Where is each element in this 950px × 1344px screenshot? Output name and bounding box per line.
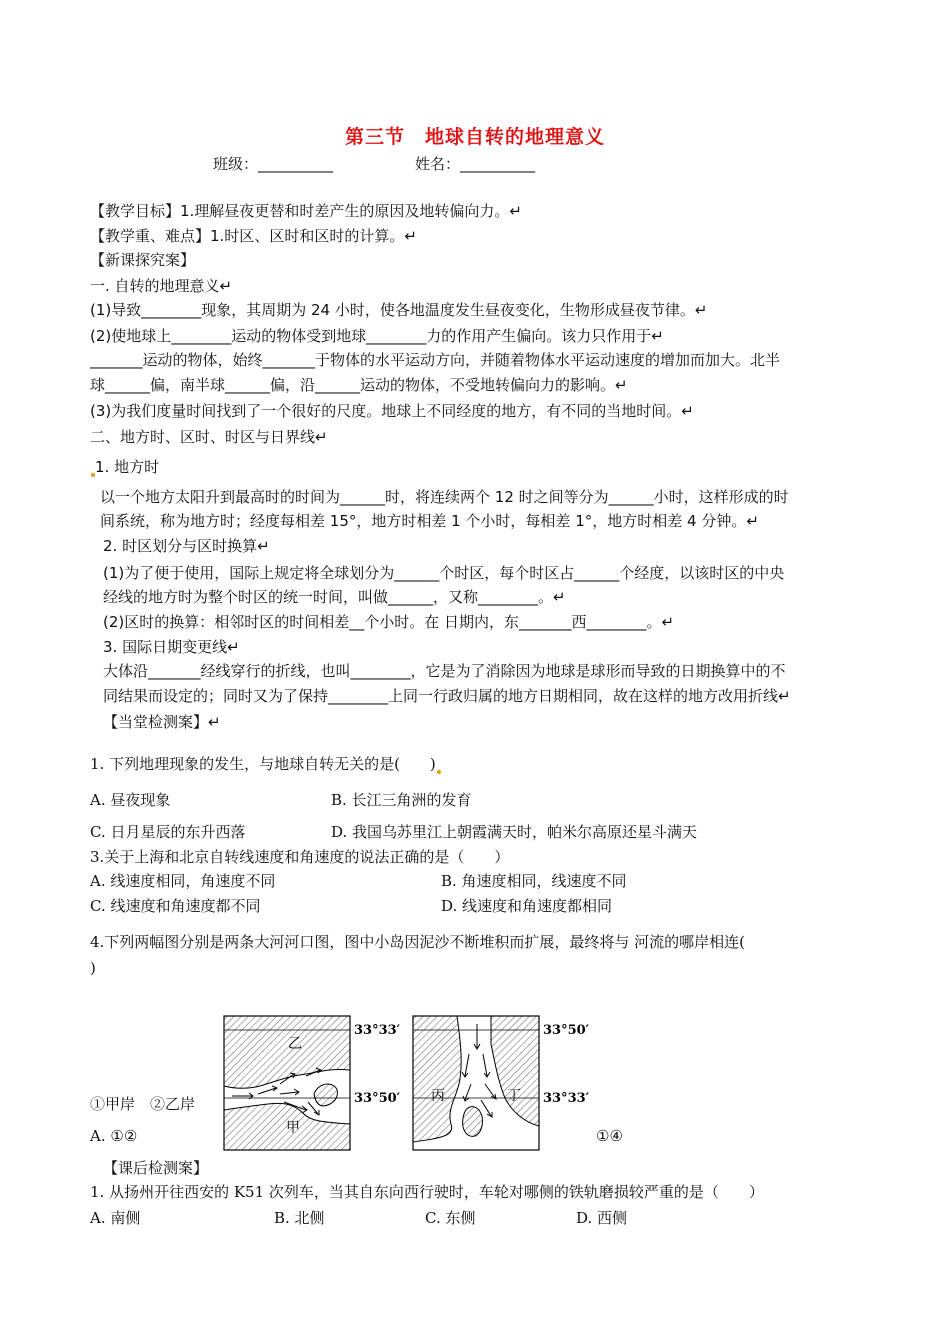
latitude-label-top: 33°33′ bbox=[354, 1023, 401, 1038]
local-time-line1: 以一个地方太阳升到最高时的时间为______时，将连续两个 12 时之间等分为______小时，这样形成的时 bbox=[100, 488, 789, 506]
new-lesson-heading: 【新课探究案】 bbox=[90, 251, 196, 269]
part1-p2c: 球______偏，南半球______偏，沿______运动的物体，不受地转偏向力的影响。↵ bbox=[90, 376, 628, 394]
part2-heading: 二、地方时、区时、时区与日界线↵ bbox=[90, 428, 328, 446]
after-check-heading: 【课后检测案】 bbox=[103, 1159, 209, 1177]
class-check-heading: 【当堂检测案】↵ bbox=[103, 713, 221, 731]
q3-option-d: D. 线速度和角速度都相同 bbox=[441, 897, 613, 915]
q5-option-b: B. 北侧 bbox=[274, 1209, 325, 1227]
part1-p3: (3)为我们度量时间找到了一个很好的尺度。地球上不同经度的地方，有不同的当地时间。↵ bbox=[90, 402, 694, 420]
q4-stem: 4.下列两幅图分别是两条大河河口图，图中小岛因泥沙不断堆积而扩展，最终将与 河流的哪岸相连( bbox=[90, 933, 745, 951]
q4-stem-end: ) bbox=[90, 959, 96, 977]
section-local-time: 1. 地方时 bbox=[90, 457, 159, 477]
name-field-label: 姓名：__________ bbox=[415, 155, 536, 173]
key-points: 【教学重、难点】1.时区、区时和区时的计算。↵ bbox=[90, 227, 417, 245]
latitude-label-bottom: 33°50′ bbox=[354, 1091, 401, 1106]
latitude-label-top: 33°50′ bbox=[543, 1023, 590, 1038]
part1-p2a: (2)使地球上________运动的物体受到地球________力的作用产生偏向。该力只作用于↵ bbox=[90, 327, 664, 345]
part1-p1: (1)导致________现象，其周期为 24 小时，使各地温度发生昼夜变化，生物形成昼夜节律。↵ bbox=[90, 301, 708, 319]
q3-option-a: A. 线速度相同，角速度不同 bbox=[90, 872, 276, 890]
page-title: 第三节 地球自转的地理意义 bbox=[344, 126, 605, 148]
date-line-line2: 同结果而设定的；同时又为了保持________上同一行政归属的地方日期相同，故在这样的地方改用折线↵ bbox=[103, 687, 791, 705]
q5-option-d: D. 西侧 bbox=[576, 1209, 628, 1227]
section-time-zones: 2. 时区划分与区时换算↵ bbox=[103, 537, 270, 555]
label-ding: 丁 bbox=[507, 1088, 521, 1104]
time-zones-line1: (1)为了便于使用，国际上规定将全球划分为______个时区，每个时区占______个经度，以该时区的中央 bbox=[103, 564, 785, 582]
q1-option-b: B. 长江三角洲的发育 bbox=[331, 791, 472, 809]
q1-option-d: D. 我国乌苏里江上朝霞满天时，帕米尔高原还星斗满天 bbox=[331, 823, 698, 841]
q5-stem: 1. 从扬州开往西安的 K51 次列车，当其自东向西行驶时，车轮对哪侧的铁轨磨损较严重的是（ ） bbox=[90, 1183, 764, 1201]
local-time-line2: 间系统，称为地方时；经度每相差 15°，地方时相差 1 个小时，每相差 1°，地方时相差 4 分钟。↵ bbox=[100, 512, 759, 530]
q4-options: ①甲岸 ②乙岸 bbox=[90, 1095, 196, 1113]
part1-p2b: _______运动的物体，始终_______于物体的水平运动方向，并随着物体水平运动速度的增加而加大。北半 bbox=[90, 351, 781, 369]
label-bing: 丙 bbox=[431, 1088, 445, 1104]
q5-option-c: C. 东侧 bbox=[425, 1209, 476, 1227]
q3-stem: 3.关于上海和北京自转线速度和角速度的说法正确的是（ ） bbox=[90, 848, 510, 866]
q4-option-d: ①④ bbox=[596, 1127, 623, 1145]
time-zones-line3: (2)区时的换算：相邻时区的时间相差__个小时。在 日期内，东_______西________。↵ bbox=[103, 613, 675, 631]
class-field-label: 班级：__________ bbox=[213, 155, 334, 173]
q4-option-a: A. ①② bbox=[90, 1127, 138, 1145]
q3-option-b: B. 角速度相同，线速度不同 bbox=[441, 872, 627, 890]
q1-option-a: A. 昼夜现象 bbox=[90, 791, 171, 809]
q1-option-c: C. 日月星辰的东升西落 bbox=[90, 823, 246, 841]
island bbox=[463, 1107, 483, 1137]
date-line-line1: 大体沿_______经线穿行的折线，也叫________，它是为了消除因为地球是球形而导致的日期换算中的不 bbox=[103, 662, 786, 680]
q5-option-a: A. 南侧 bbox=[90, 1209, 141, 1227]
marker-dot bbox=[437, 770, 441, 774]
estuary-map-left bbox=[222, 1014, 412, 1154]
estuary-map-right bbox=[411, 1014, 611, 1154]
part1-heading: 一. 自转的地理意义↵ bbox=[90, 277, 233, 295]
label-yi: 乙 bbox=[288, 1036, 302, 1052]
latitude-label-bottom: 33°33′ bbox=[543, 1091, 590, 1106]
section-date-line: 3. 国际日期变更线↵ bbox=[103, 638, 240, 656]
q3-option-c: C. 线速度和角速度都不同 bbox=[90, 897, 261, 915]
teaching-goals: 【教学目标】1.理解昼夜更替和时差产生的原因及地转偏向力。↵ bbox=[90, 202, 522, 220]
q1-stem: 1. 下列地理现象的发生，与地球自转无关的是( ) bbox=[90, 754, 441, 774]
time-zones-line2: 经线的地方时为整个时区的统一时间，叫做______，又称________。↵ bbox=[103, 588, 566, 606]
label-jia: 甲 bbox=[286, 1120, 300, 1136]
